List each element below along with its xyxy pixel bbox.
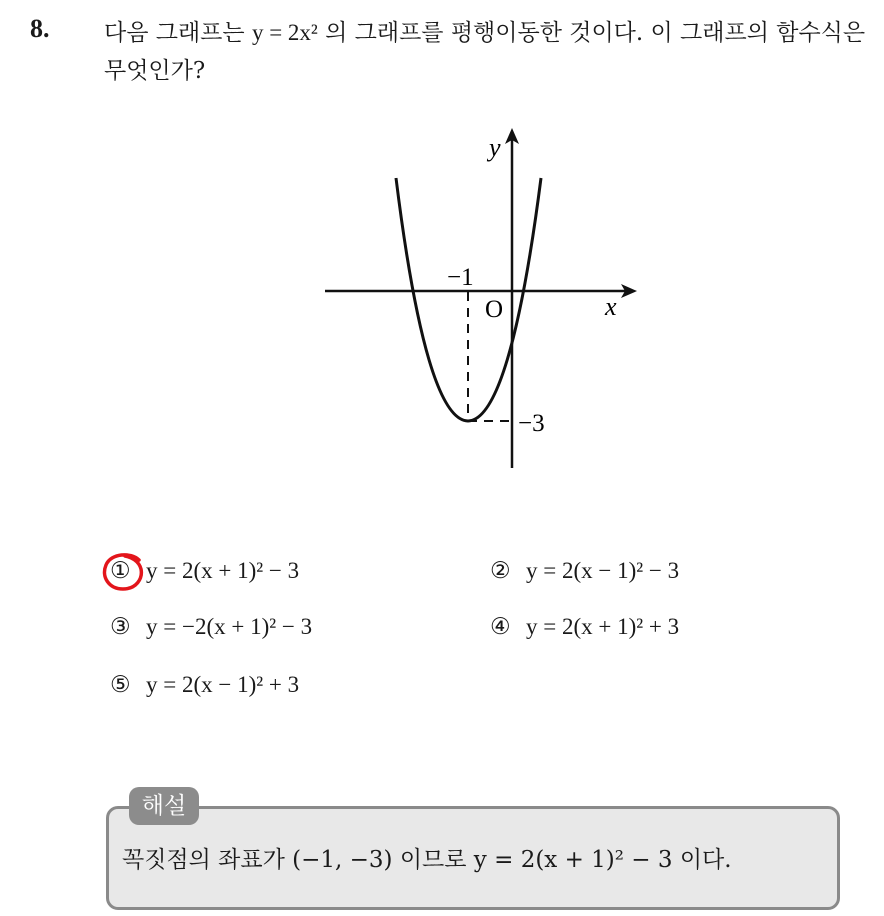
choice-5-expression: y = 2(x − 1)² + 3 bbox=[146, 672, 300, 697]
choice-5-number: ⑤ bbox=[110, 672, 131, 697]
choice-2[interactable] bbox=[490, 558, 679, 584]
question-text-after: 의 그래프를 평행이동한 것이다. 이 그래프의 함수식은 무엇인가? bbox=[104, 20, 866, 84]
solution-tag: 해설 bbox=[129, 787, 199, 825]
choice-1[interactable] bbox=[110, 558, 299, 584]
choice-3-expression: y = −2(x + 1)² − 3 bbox=[146, 614, 313, 639]
choice-3[interactable] bbox=[110, 614, 312, 640]
choice-2-expression: y = 2(x − 1)² − 3 bbox=[526, 558, 680, 583]
question-text-before: 다음 그래프는 bbox=[104, 20, 245, 46]
choice-4[interactable] bbox=[490, 614, 679, 640]
choice-5[interactable] bbox=[110, 672, 299, 698]
vertex-x-label: −1 bbox=[447, 264, 474, 291]
vertex-y-label: −3 bbox=[518, 410, 545, 437]
choice-4-expression: y = 2(x + 1)² + 3 bbox=[526, 614, 680, 639]
choice-4-number: ④ bbox=[490, 614, 511, 639]
parabola-graph bbox=[315, 120, 645, 475]
question-number: 8. bbox=[30, 14, 50, 43]
solution-text: 꼭짓점의 좌표가 (−1, −3) 이므로 y = 2(x + 1)² − 3 이다. bbox=[122, 847, 732, 873]
question-text bbox=[104, 14, 874, 90]
origin-label: O bbox=[485, 296, 504, 323]
choice-2-number: ② bbox=[490, 558, 511, 583]
question-equation: y = 2x² bbox=[251, 20, 318, 45]
choice-1-number: ① bbox=[110, 558, 131, 583]
choice-1-expression: y = 2(x + 1)² − 3 bbox=[146, 558, 300, 583]
x-axis-label: x bbox=[605, 292, 617, 321]
y-axis-label: y bbox=[489, 133, 501, 162]
choice-3-number: ③ bbox=[110, 614, 131, 639]
